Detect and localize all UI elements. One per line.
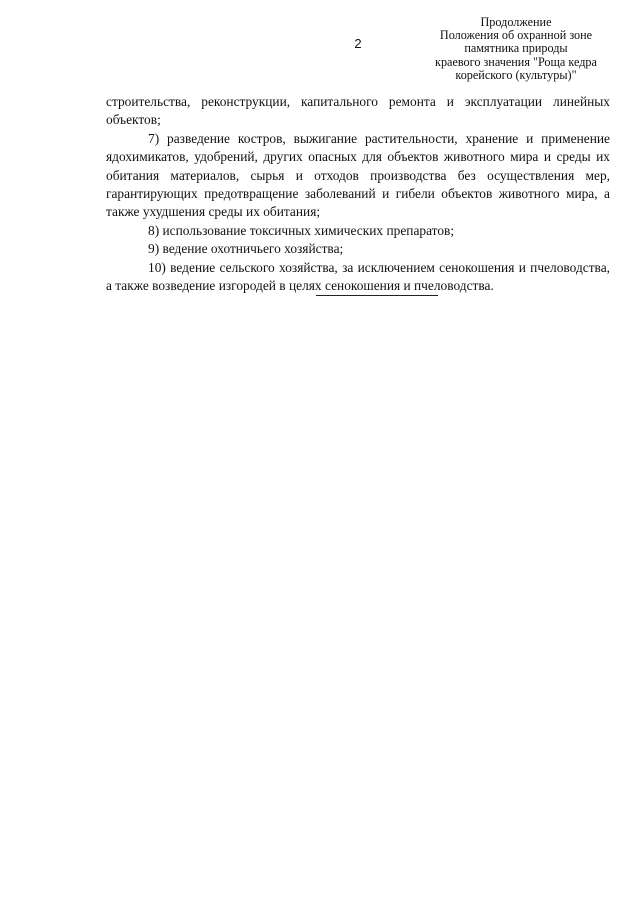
- header-note-line: Продолжение: [480, 15, 552, 29]
- header-note-line: Положения об охранной зоне: [439, 28, 593, 43]
- paragraph-item-9: 9) ведение охотничьего хозяйства;: [148, 241, 344, 257]
- paragraph-item-8: 8) использование токсичных химических препаратов;: [148, 222, 455, 238]
- document-body: [106, 93, 610, 295]
- header-note-line: корейского (культуры)": [455, 67, 577, 82]
- page-number: 2: [354, 36, 362, 51]
- paragraph-item-7: 7) разведение костров, выжигание растительности, хранение и применение ядохимикатов, удобрений, других опасных для объектов животного мира и среды их обитания материалов, сырья и отходов производства без осуществления мер, гарантирующих предотвращение заболеваний и гибели объектов животного мира, а также ухудшения среды их обитания;: [106, 130, 610, 220]
- closing-rule: [316, 295, 438, 296]
- paragraph-continuation: строительства, реконструкции, капитального ремонта и эксплуатации линейных объектов;: [106, 94, 610, 128]
- paragraph-item-10: 10) ведение сельского хозяйства, за исключением сенокошения и пчеловодства, а также возведение изгородей в целях сенокошения и пчеловодства.: [106, 259, 610, 294]
- header-note-line: краевого значения "Роща кедра: [435, 54, 597, 69]
- header-note-line: памятника природы: [464, 41, 568, 56]
- header-note: [418, 16, 614, 82]
